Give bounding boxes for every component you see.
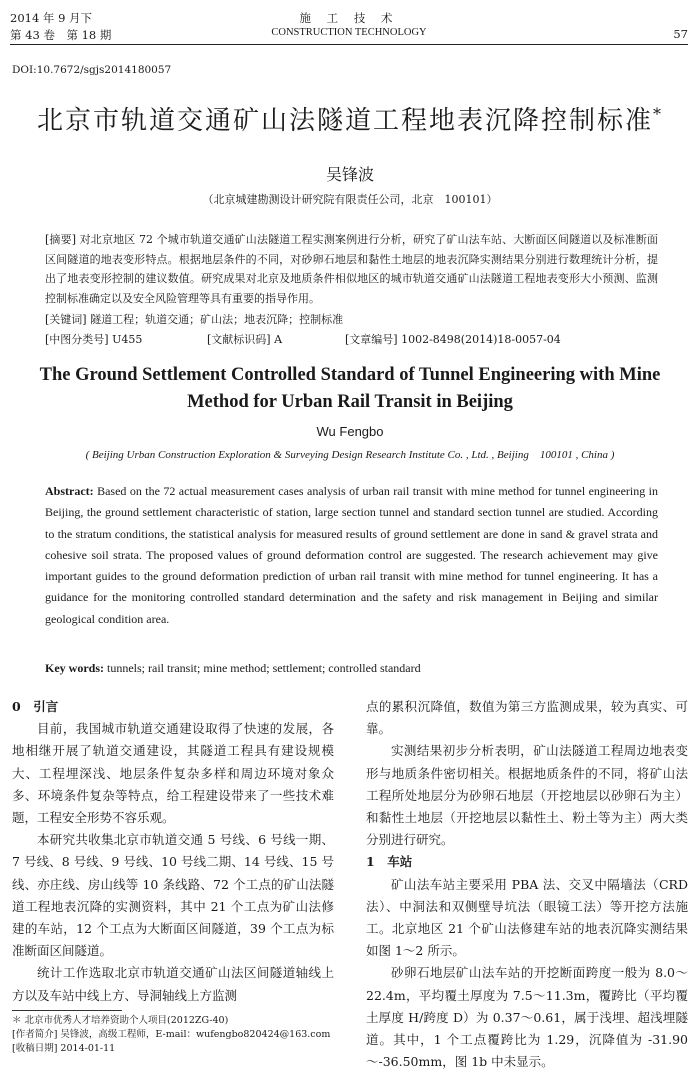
section-0-heading: 0 引言: [12, 699, 59, 714]
section-1-heading: 1 车站: [366, 854, 413, 870]
abstract-cn-text: 对北京地区 72 个城市轨道交通矿山法隧道工程实测案例进行分析，研究了矿山法车站、大断面区间隧道以及标准断面区间隧道的地表变形特点。根据地层条件的不同，对砂卵石地层和黏性土地层的地表沉降实测结果分别进行数理统计分析，提出了地表变形控制的建议数值。研究成果对北京及地质条件相似地区的城市轨道交通矿山法隧道工程地表变形大小预测、监测控制标准确定以及安全风险管理等具有重要的指导作用。: [45, 233, 658, 305]
paragraph: 目前，我国城市轨道交通建设取得了快速的发展，各地相继开展了轨道交通建设，其隧道工程具有建设规模大、工程埋深浅、地层条件复杂多样和周边环境对象众多、环境条件复杂等特点，给工程建设带来了一些技术难题，工程安全形势不容乐观。: [12, 721, 334, 826]
abstract-cn: [45, 230, 658, 308]
issue-date: 2014 年 9 月下: [10, 11, 93, 25]
title-cn: [0, 100, 700, 137]
keywords-en-text: tunnels; rail transit; mine method; settlement; controlled standard: [107, 661, 421, 675]
keywords-cn-label: [关键词]: [45, 313, 87, 326]
abstract-en-label: Abstract:: [45, 484, 94, 498]
keywords-cn-text: 隧道工程；轨道交通；矿山法；地表沉降；控制标准: [90, 313, 344, 326]
journal-name-en: CONSTRUCTION TECHNOLOGY: [271, 27, 427, 38]
abstract-en-text: Based on the 72 actual measurement cases analysis of urban rail transit with mine method for tunnel engineering in Beijing, the ground settlement characteristic of station, large section tunnel and standard section tunnel are studied. According to the stratum conditions, the statistical analysis for measured results of ground settlement are done in sand & gravel strata and cohesive soil strata. The proposed values of ground deformation control are suggested. The research achievement may give important guides to the ground deformation prediction of urban rail transit with mine method for tunnel engineering. It has a guidance for the monitoring controlled standard determination and the safety and risk management in Beijing and similar geological condition area.: [45, 484, 659, 626]
author-cn: 吴锋波: [325, 165, 374, 184]
author-en: Wu Fengbo: [316, 424, 384, 439]
journal-name-cn: 施 工 技 术: [299, 11, 399, 25]
keywords-en-label: Key words:: [45, 661, 104, 675]
paragraph: 实测结果初步分析表明，矿山法隧道工程周边地表变形与地质条件密切相关。根据地质条件的不同，将矿山法工程所处地层分为砂卵石地层（开挖地层以砂卵石为主）和黏性土地层（开挖地层以黏性土、粉土等为主）两大类分别进行研究。: [366, 743, 688, 848]
paragraph: 统计工作选取北京市轨道交通矿山法区间隧道轴线上方以及车站中线上方、导洞轴线上方监测: [12, 965, 334, 1003]
document-code: [文献标识码] A: [207, 333, 283, 346]
header-rule: [10, 44, 688, 45]
paragraph: 本研究共收集北京市轨道交通 5 号线、6 号线一期、7 号线、8 号线、9 号线、10 号线二期、14 号线、15 号线、亦庄线、房山线等 10 条线路、72 个工点的矿山法隧道工程地表沉降的实测资料，其中 21 个工点为矿山法修建的车站，12 个工点为大断面区间隧道，39 个工点为标准断面区间隧道。: [12, 832, 334, 959]
keywords-en: [45, 661, 658, 676]
affiliation-cn: （北京城建勘测设计研究院有限责任公司，北京 100101）: [202, 193, 498, 206]
affiliation-en: ( Beijing Urban Construction Exploration & Surveying Design Research Institute Co. , Ltd. , Beijing 100101 , China ): [85, 449, 615, 461]
body-right-column: [366, 696, 688, 1073]
abstract-cn-label: [摘要]: [45, 233, 77, 246]
body-left-column: [12, 696, 334, 1007]
title-cn-text: 北京市轨道交通矿山法隧道工程地表沉降控制标准: [36, 106, 653, 136]
paragraph: 砂卵石地层矿山法车站的开挖断面跨度一般为 8.0～22.4m，平均覆土厚度为 7.5～11.3m，覆跨比（平均覆土厚度 H/跨度 D）为 0.37～0.61，属于浅埋、超浅埋隧道。其中，1 个工点覆跨比为 1.29，沉降值为 -31.90～-36.50mm，图 1b 中未显示。: [366, 965, 688, 1070]
volume-issue: 第 43 卷 第 18 期: [10, 28, 112, 42]
title-en: The Ground Settlement Controlled Standard of Tunnel Engineering with Mine Method for Urban Rail Transit in Beijing: [39, 365, 661, 412]
title-footnote-mark: *: [653, 104, 663, 124]
fund-note: ＊ 北京市优秀人才培养资助个人项目(2012ZG-40): [12, 1015, 229, 1026]
received-date: [收稿日期] 2014-01-11: [12, 1042, 116, 1054]
doi: DOI:10.7672/sgjs2014180057: [12, 64, 172, 76]
footnote-rule: [12, 1010, 122, 1011]
clc-number: [中图分类号] U455: [45, 333, 143, 346]
footnotes: [12, 1014, 334, 1055]
author-info: [作者简介] 吴锋波，高级工程师，E-mail：wufengbo820424@163.com: [12, 1028, 331, 1040]
keywords-cn: [45, 311, 658, 327]
paragraph: 矿山法车站主要采用 PBA 法、交叉中隔墙法（CRD 法）、中洞法和双侧壁导坑法（眼镜工法）等开挖方法施工。北京地区 21 个矿山法修建车站的地表沉降实测结果如图 1～2 所示。: [366, 876, 688, 959]
article-number: [文章编号] 1002-8498(2014)18-0057-04: [345, 333, 561, 346]
paragraph-continued: 点的累积沉降值，数值为第三方监测成果，较为真实、可靠。: [366, 699, 688, 737]
page-number: 57: [673, 27, 688, 41]
abstract-en: [45, 481, 658, 630]
